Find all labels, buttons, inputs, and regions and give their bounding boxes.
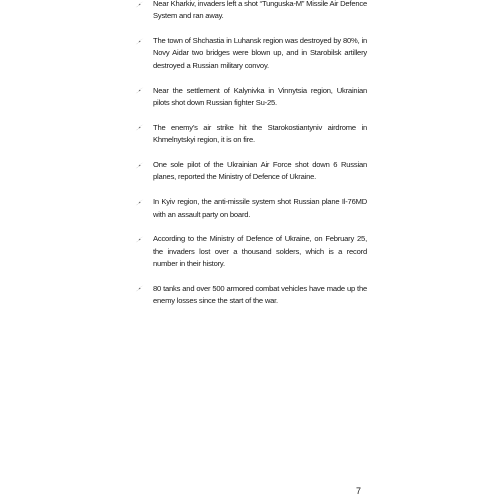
list-item: [135, 283, 367, 308]
lightning-bolt-icon: [135, 87, 144, 94]
lightning-bolt-icon: [135, 1, 144, 8]
list-item: [135, 196, 367, 221]
list-item: [135, 233, 367, 270]
list-item-text: In Kyiv region, the anti-missile system shot Russian plane Il-76MD with an assault party on board.: [153, 197, 367, 219]
list-item: [135, 35, 367, 72]
list-item: [135, 0, 367, 23]
lightning-bolt-icon: [135, 162, 144, 169]
lightning-bolt-icon: [135, 285, 144, 292]
list-item-text: The town of Shchastia in Luhansk region was destroyed by 80%, in Novy Aidar two bridges were blown up, and in Starobilsk artillery destroyed a Russian military convoy.: [153, 36, 367, 70]
list-item-text: The enemy’s air strike hit the Starokostiantyniv airdrome in Khmelnytskyi region, it is on fire.: [153, 122, 367, 145]
lightning-bolt-icon: [135, 124, 144, 131]
list-item: [135, 85, 367, 110]
page-number: 7: [356, 486, 362, 496]
list-item-text: Near the settlement of Kalynivka in Vinnytsia region, Ukrainian pilots shot down Russian fighter Su-25.: [153, 85, 367, 107]
list-item: [135, 159, 367, 184]
lightning-bolt-icon: [135, 199, 144, 206]
lightning-bolt-icon: [135, 236, 144, 243]
list-item-text: Near Kharkiv, invaders left a shot “Tunguska-M” Missile Air Defence System and ran away.: [153, 0, 367, 21]
news-bullet-list: [135, 0, 367, 320]
lightning-bolt-icon: [135, 38, 144, 45]
list-item-text: One sole pilot of the Ukrainian Air Force shot down 6 Russian planes, reported the Ministry of Defence of Ukraine.: [153, 160, 367, 182]
list-item-text: 80 tanks and over 500 armored combat vehicles have made up the enemy losses since the start of the war.: [153, 283, 367, 306]
list-item: [135, 122, 367, 147]
list-item-text: According to the Ministry of Defence of Ukraine, on February 25, the invaders lost over a thousand solders, which is a record number in their history.: [153, 234, 367, 269]
